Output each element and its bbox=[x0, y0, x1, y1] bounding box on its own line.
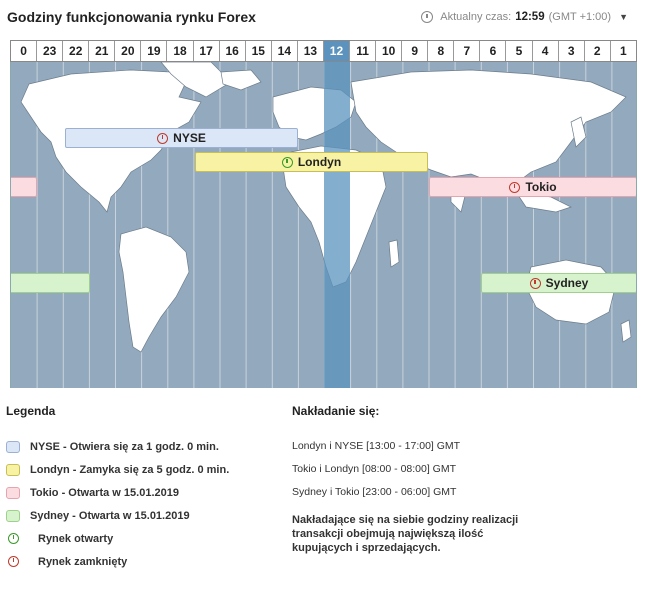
legend-text: NYSE - Otwiera się za 1 godz. 0 min. bbox=[30, 440, 219, 453]
market-open-icon bbox=[8, 533, 19, 544]
hour-cell-0: 0 bbox=[11, 41, 37, 61]
market-closed-icon bbox=[8, 556, 19, 567]
hour-cell-9: 9 bbox=[402, 41, 428, 61]
madagascar-shape bbox=[389, 240, 399, 267]
legend-closed-label: Rynek zamknięty bbox=[38, 555, 128, 568]
legend-text: Tokio - Otwarta w 15.01.2019 bbox=[30, 486, 179, 499]
legend-text: Londyn - Zamyka się za 5 godz. 0 min. bbox=[30, 463, 230, 476]
overlap-note: Nakładające się na siebie godziny realizacji transakcji obejmują największą ilość kupujących i sprzedających. bbox=[292, 514, 519, 554]
overlap-section bbox=[292, 404, 592, 555]
tokyo-session-bar[interactable] bbox=[429, 177, 637, 197]
hour-cell-2: 2 bbox=[585, 41, 611, 61]
sydney-session-bar-left[interactable] bbox=[10, 273, 90, 293]
current-time-value: 12:59 bbox=[515, 11, 545, 23]
hour-cell-17: 17 bbox=[194, 41, 220, 61]
current-hour-column bbox=[324, 62, 350, 388]
sydney-session-bar[interactable] bbox=[481, 273, 637, 293]
hour-cell-18: 18 bbox=[167, 41, 193, 61]
hour-cell-10: 10 bbox=[376, 41, 402, 61]
iceland-shape bbox=[221, 70, 261, 90]
hour-cell-16: 16 bbox=[220, 41, 246, 61]
tokyo-label: Tokio bbox=[525, 180, 557, 194]
market-closed-icon bbox=[157, 133, 168, 144]
overlap-title: Nakładanie się: bbox=[292, 404, 380, 418]
market-closed-icon bbox=[530, 278, 541, 289]
legend-item-london bbox=[6, 458, 276, 481]
legend-item-sydney bbox=[6, 504, 276, 527]
clock-icon bbox=[421, 11, 433, 23]
market-closed-icon bbox=[509, 182, 520, 193]
market-open-icon bbox=[282, 157, 293, 168]
page-title: Godziny funkcjonowania rynku Forex bbox=[7, 9, 256, 25]
tokyo-swatch bbox=[6, 487, 20, 499]
world-map bbox=[10, 62, 637, 388]
london-session-bar[interactable] bbox=[195, 152, 428, 172]
legend-text: Sydney - Otwarta w 15.01.2019 bbox=[30, 509, 190, 522]
overlap-item: Tokio i Londyn [08:00 - 08:00] GMT bbox=[292, 463, 457, 475]
hour-cell-8: 8 bbox=[428, 41, 454, 61]
timezone-label: (GMT +1:00) bbox=[548, 11, 612, 23]
hour-cell-3: 3 bbox=[559, 41, 585, 61]
legend-item-tokyo bbox=[6, 481, 276, 504]
legend-item-nyse bbox=[6, 435, 276, 458]
hour-cell-4: 4 bbox=[533, 41, 559, 61]
hour-cell-23: 23 bbox=[37, 41, 63, 61]
hour-cell-22: 22 bbox=[63, 41, 89, 61]
sydney-label: Sydney bbox=[545, 276, 589, 290]
hour-cell-11: 11 bbox=[350, 41, 376, 61]
tokyo-session-bar-left[interactable] bbox=[10, 177, 37, 197]
hour-cell-21: 21 bbox=[89, 41, 115, 61]
nyse-swatch bbox=[6, 441, 20, 453]
nyse-label: NYSE bbox=[173, 131, 206, 145]
hour-cell-15: 15 bbox=[246, 41, 272, 61]
world-map-graphic bbox=[11, 62, 637, 388]
forex-map bbox=[10, 40, 637, 388]
legend-open-label: Rynek otwarty bbox=[38, 532, 114, 545]
legend-title: Legenda bbox=[6, 404, 56, 418]
legend-market-open bbox=[6, 527, 276, 550]
current-time-selector[interactable] bbox=[421, 11, 628, 23]
legend-market-closed bbox=[6, 550, 276, 573]
hour-cell-1: 1 bbox=[611, 41, 636, 61]
hour-cell-20: 20 bbox=[115, 41, 141, 61]
chevron-down-icon[interactable]: ▼ bbox=[619, 12, 628, 22]
south-america-shape bbox=[119, 227, 189, 352]
hour-cell-13: 13 bbox=[298, 41, 324, 61]
legend bbox=[6, 404, 276, 573]
london-label: Londyn bbox=[297, 155, 342, 169]
nyse-session-bar[interactable] bbox=[65, 128, 298, 148]
hour-cell-7: 7 bbox=[454, 41, 480, 61]
hour-cell-6: 6 bbox=[480, 41, 506, 61]
london-swatch bbox=[6, 464, 20, 476]
current-time-label: Aktualny czas: bbox=[440, 11, 512, 23]
hour-cell-19: 19 bbox=[141, 41, 167, 61]
hour-cell-12: 12 bbox=[324, 41, 350, 61]
overlap-item: Sydney i Tokio [23:00 - 06:00] GMT bbox=[292, 486, 457, 498]
hour-cell-5: 5 bbox=[506, 41, 532, 61]
hour-timeline bbox=[10, 40, 637, 62]
sydney-swatch bbox=[6, 510, 20, 522]
hour-cell-14: 14 bbox=[272, 41, 298, 61]
new-zealand-shape bbox=[621, 320, 631, 342]
overlap-item: Londyn i NYSE [13:00 - 17:00] GMT bbox=[292, 440, 461, 452]
